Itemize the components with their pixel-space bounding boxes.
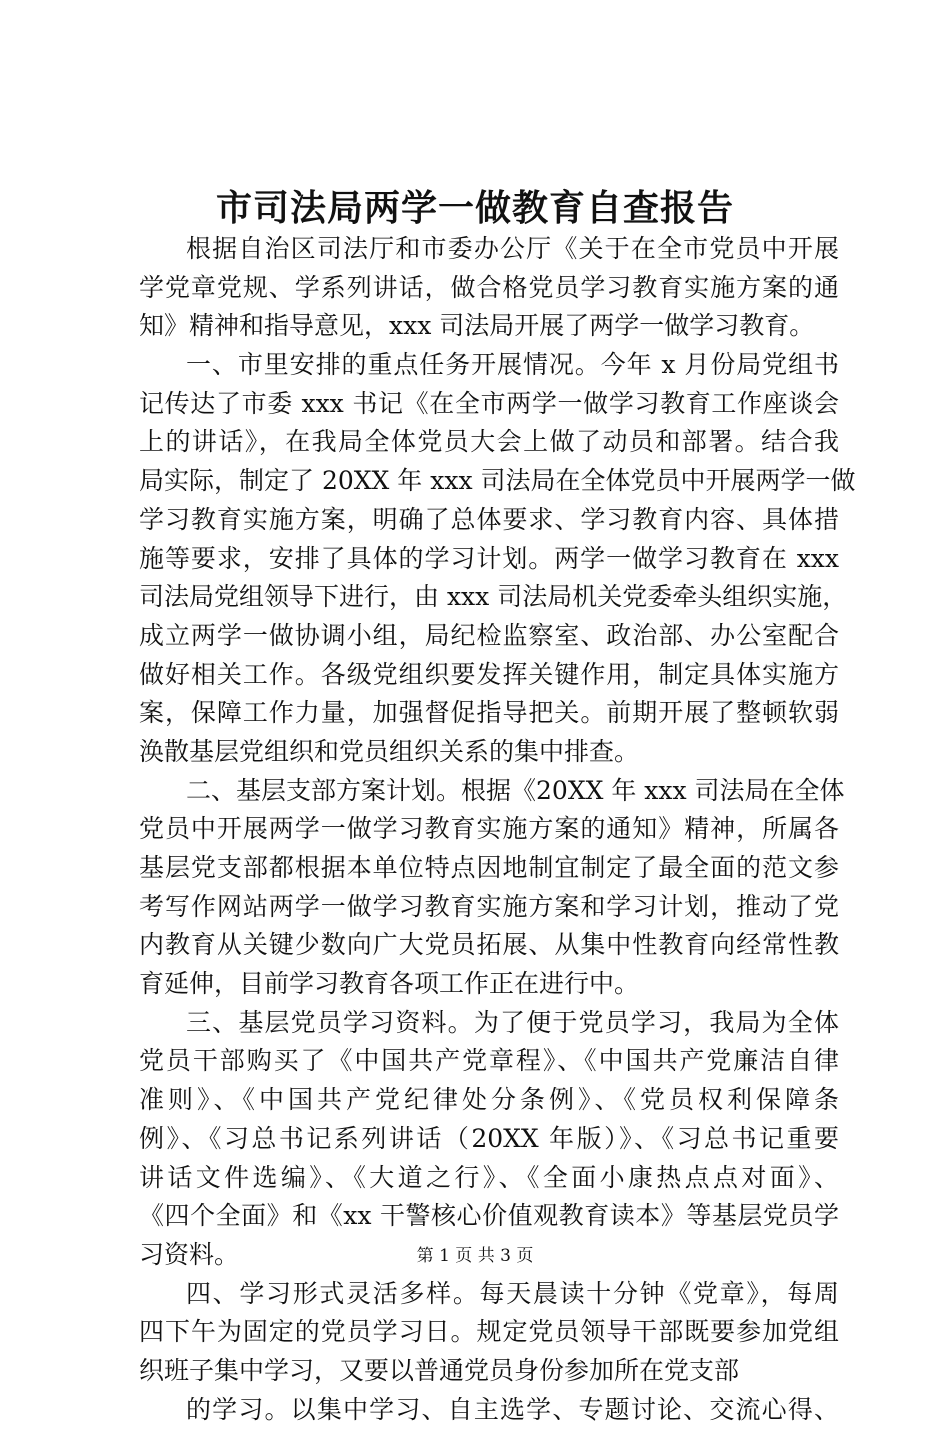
body-text-line: 二、基层支部方案计划。根据《20XX 年 xxx 司法局在全体 — [186, 775, 845, 805]
body-text-line: 考写作网站两学一做学习教育实施方案和学习计划，推动了党 — [139, 891, 839, 921]
body-text-line: 记传达了市委 xxx 书记《在全市两学一做学习教育工作座谈会 — [139, 388, 839, 418]
body-text-line: 的学习。以集中学习、自主选学、专题讨论、交流心得、 — [186, 1394, 839, 1424]
body-text-line: 司法局党组领导下进行，由 xxx 司法局机关党委牵头组织实施， — [139, 582, 848, 612]
body-text-line: 四下午为固定的党员学习日。规定党员领导干部既要参加党组 — [139, 1317, 839, 1347]
body-text-line: 涣散基层党组织和党员组织关系的集中排查。 — [139, 736, 640, 766]
body-text-line: 基层党支部都根据本单位特点因地制宜制定了最全面的范文参 — [139, 853, 839, 882]
body-text-line: 学党章党规、学系列讲话，做合格党员学习教育实施方案的通 — [139, 272, 839, 302]
body-text-line: 《四个全面》和《xx 干警核心价值观教育读本》等基层党员学 — [139, 1201, 839, 1231]
body-text-line: 上的讲话》，在我局全体党员大会上做了动员和部署。结合我 — [139, 427, 839, 457]
body-text-line: 根据自治区司法厅和市委办公厅《关于在全市党员中开展 — [186, 234, 839, 263]
body-text-line: 织班子集中学习，又要以普通党员身份参加所在党支部 — [139, 1355, 740, 1385]
body-text-line: 施等要求，安排了具体的学习计划。两学一做学习教育在 xxx — [139, 543, 839, 573]
body-text-line: 案，保障工作力量，加强督促指导把关。前期开展了整顿软弱 — [139, 698, 839, 728]
body-text-line: 育延伸，目前学习教育各项工作正在进行中。 — [139, 969, 640, 999]
body-text-line: 内教育从关键少数向广大党员拓展、从集中性教育向经常性教 — [139, 930, 839, 960]
body-text-line: 一、市里安排的重点任务开展情况。今年 x 月份局党组书 — [186, 350, 839, 380]
body-text-line: 学习教育实施方案，明确了总体要求、学习教育内容、具体措 — [139, 504, 839, 534]
body-text-line: 党员干部购买了《中国共产党章程》、《中国共产党廉洁自律 — [139, 1046, 839, 1076]
body-text-line: 党员中开展两学一做学习教育实施方案的通知》精神，所属各 — [139, 814, 839, 844]
body-text-line: 准则》、《中国共产党纪律处分条例》、《党员权利保障条 — [139, 1085, 839, 1115]
page-footer: 第 1 页 共 3 页 — [416, 1246, 534, 1266]
body-text-line: 讲话文件选编》、《大道之行》、《全面小康热点点对面》、 — [139, 1162, 839, 1192]
body-text-line: 成立两学一做协调小组，局纪检监察室、政治部、办公室配合 — [139, 620, 839, 650]
body-text-line: 三、基层党员学习资料。为了便于党员学习，我局为全体 — [186, 1007, 839, 1037]
body-text-line: 习资料。 — [139, 1239, 240, 1269]
body-text-line: 四、学习形式灵活多样。每天晨读十分钟《党章》，每周 — [186, 1278, 839, 1308]
document-title: 市司法局两学一做教育自查报告 — [215, 187, 734, 229]
body-text-line: 局实际，制定了 20XX 年 xxx 司法局在全体党员中开展两学一做 — [139, 466, 856, 496]
body-text-line: 知》精神和指导意见，xxx 司法局开展了两学一做学习教育。 — [139, 311, 815, 341]
body-text-line: 做好相关工作。各级党组织要发挥关键作用，制定具体实施方 — [139, 659, 839, 689]
body-text-line: 例》、《习总书记系列讲话（20XX 年版）》、《习总书记重要 — [139, 1123, 839, 1153]
